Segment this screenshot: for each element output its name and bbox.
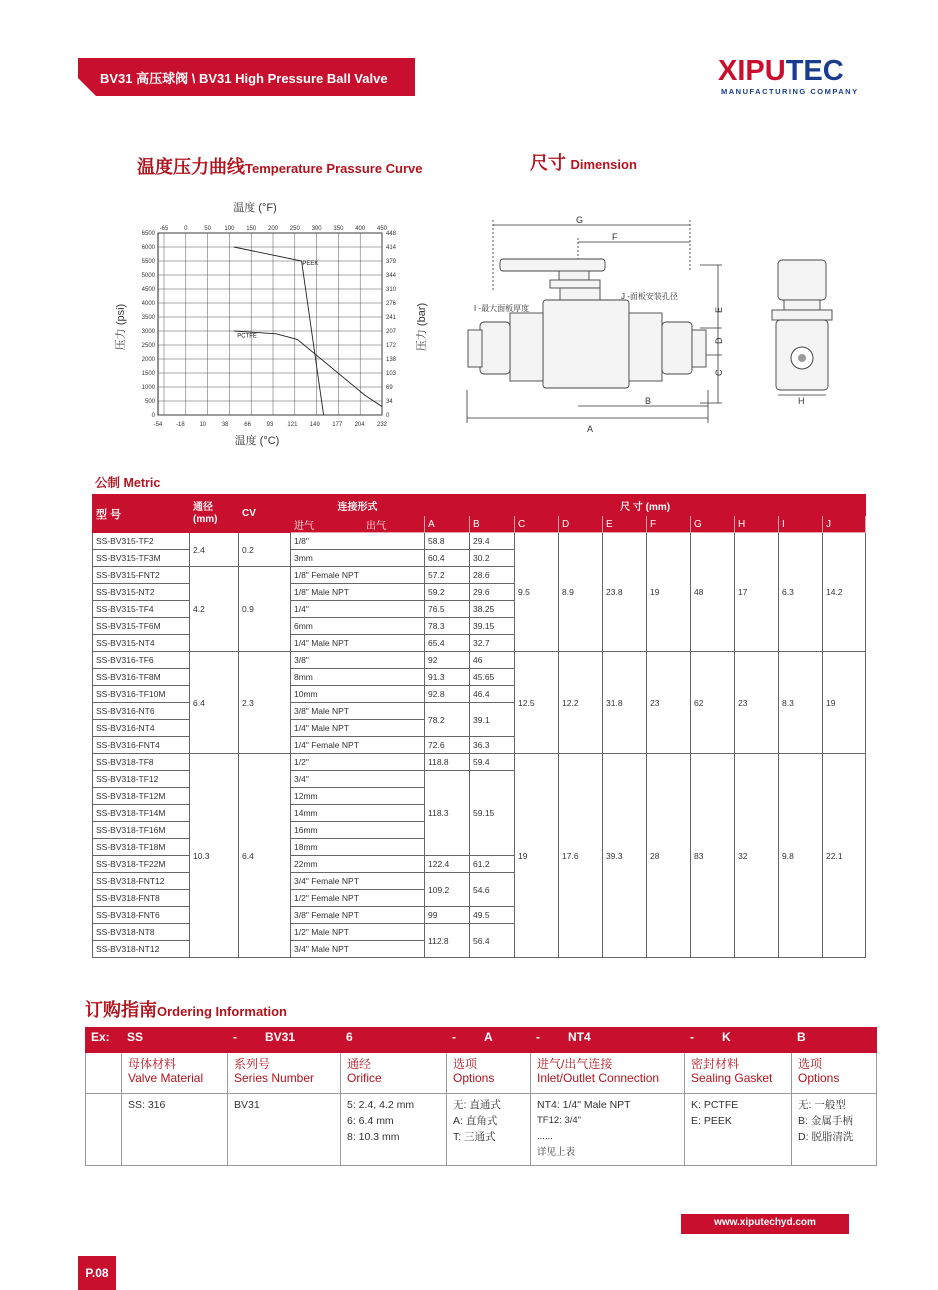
label-en: Options	[798, 1071, 840, 1085]
top-tick-label: 0	[184, 226, 188, 232]
left-axis-label: 压力 (psi)	[115, 303, 127, 351]
top-tick-label: 150	[246, 226, 257, 232]
cell-dim-a: 122.4	[425, 856, 470, 873]
right-tick-label: 344	[386, 273, 397, 279]
cell-dim-d: 12.2	[559, 652, 603, 754]
example-code-part: -	[233, 1030, 237, 1044]
cell-model: SS-BV318-TF8	[93, 754, 190, 771]
cell-model: SS-BV318-TF22M	[93, 856, 190, 873]
cell-cv: 2.3	[239, 652, 291, 754]
cell-connection: 1/2" Female NPT	[291, 890, 425, 907]
cell-model: SS-BV318-FNT12	[93, 873, 190, 890]
option-value: NT4: 1/4" Male NPT	[537, 1099, 631, 1111]
header-title: BV31 高压球阀 \ BV31 High Pressure Ball Valve	[100, 71, 388, 86]
cell-dim-j: 19	[823, 652, 866, 754]
example-code-part: 6	[346, 1030, 353, 1044]
ordering-column-values	[341, 1094, 447, 1166]
th-dim-g: G	[691, 516, 735, 533]
left-tick-label: 2500	[141, 343, 155, 349]
cell-dim-h: 23	[735, 652, 779, 754]
cell-dim-a: 91.3	[425, 669, 470, 686]
cell-model: SS-BV315-NT4	[93, 635, 190, 652]
cell-model: SS-BV318-NT8	[93, 924, 190, 941]
bottom-tick-label: -18	[176, 422, 185, 428]
left-tick-label: 5500	[141, 259, 155, 265]
cell-dim-b: 39.1	[470, 703, 515, 737]
logo-part1: XIPU	[718, 55, 786, 87]
cell-dim-b: 29.4	[470, 533, 515, 550]
dim-label-h: H	[798, 396, 805, 406]
right-tick-label: 207	[386, 329, 397, 335]
th-dims: 尺 寸 (mm)	[425, 495, 866, 516]
cell-model: SS-BV318-TF12	[93, 771, 190, 788]
option-value: SS: 316	[128, 1099, 166, 1111]
example-code-cell	[228, 1028, 341, 1053]
bottom-tick-label: 177	[332, 422, 343, 428]
left-tick-label: 6500	[141, 231, 155, 237]
cell-dim-a: 72.6	[425, 737, 470, 754]
cell-dim-a: 65.4	[425, 635, 470, 652]
cell-model: SS-BV316-TF6	[93, 652, 190, 669]
series-label-pctfe: PCTFE	[237, 333, 257, 340]
option-value: A: 直角式	[453, 1115, 498, 1127]
label-en: Sealing Gasket	[691, 1071, 773, 1085]
bottom-tick-label: -54	[153, 422, 163, 428]
cell-connection: 3/4" Female NPT	[291, 873, 425, 890]
top-tick-label: 250	[289, 226, 300, 232]
th-dim-i: I	[779, 516, 823, 533]
ordering-table	[85, 1027, 877, 1166]
cell-connection: 3/8"	[291, 652, 425, 669]
cell-dim-f: 23	[647, 652, 691, 754]
right-tick-label: 414	[386, 245, 397, 251]
cell-connection: 10mm	[291, 686, 425, 703]
cell-dim-f: 28	[647, 754, 691, 958]
option-value: 6: 6.4 mm	[347, 1115, 394, 1127]
right-tick-label: 310	[386, 287, 397, 293]
right-tick-label: 172	[386, 343, 397, 349]
cell-dim-b: 46.4	[470, 686, 515, 703]
top-tick-label: 50	[204, 226, 211, 232]
cell-model: SS-BV318-TF12M	[93, 788, 190, 805]
example-code-part: SS	[127, 1030, 144, 1044]
left-tick-label: 1000	[141, 385, 155, 391]
callout-i: I -最大面板厚度	[474, 304, 530, 313]
cell-dim-a: 59.2	[425, 584, 470, 601]
example-code-part: BV31	[265, 1030, 296, 1044]
cell-dim-a: 112.8	[425, 924, 470, 958]
cell-model: SS-BV318-TF14M	[93, 805, 190, 822]
th-dim-a: A	[425, 516, 470, 533]
cell-dim-b: 46	[470, 652, 515, 669]
option-value: BV31	[234, 1099, 260, 1111]
ordering-column-label	[122, 1053, 228, 1094]
dim-label-d: D	[714, 337, 724, 344]
cell-model: SS-BV315-TF4	[93, 601, 190, 618]
cell-connection: 1/2"	[291, 754, 425, 771]
cell-dim-g: 83	[691, 754, 735, 958]
top-axis-label: 温度 (°F)	[233, 202, 277, 214]
dim-label-g: G	[576, 215, 584, 225]
cell-dim-b: 45.65	[470, 669, 515, 686]
option-value: 详见上表	[537, 1147, 576, 1158]
cell-dim-a: 78.3	[425, 618, 470, 635]
left-tick-label: 3000	[141, 329, 155, 335]
cell-dim-i: 8.3	[779, 652, 823, 754]
top-tick-label: -65	[159, 226, 169, 232]
label-zh: 选项	[453, 1057, 478, 1071]
example-code-cell	[447, 1028, 531, 1053]
left-tick-label: 4500	[141, 287, 155, 293]
cell-connection: 1/8" Male NPT	[291, 584, 425, 601]
cell-connection: 3/4" Male NPT	[291, 941, 425, 958]
cell-model: SS-BV316-FNT4	[93, 737, 190, 754]
cell-dim-i: 9.8	[779, 754, 823, 958]
right-tick-label: 0	[386, 413, 390, 419]
option-value: E: PEEK	[691, 1115, 732, 1127]
spec-table	[92, 494, 866, 958]
cell-connection: 12mm	[291, 788, 425, 805]
cell-model: SS-BV318-FNT8	[93, 890, 190, 907]
cell-dim-b: 56.4	[470, 924, 515, 958]
cell-dim-c: 9.5	[515, 533, 559, 652]
cell-dim-b: 32.7	[470, 635, 515, 652]
table-row	[93, 533, 866, 550]
cell-dim-e: 39.3	[603, 754, 647, 958]
cell-connection: 1/4" Male NPT	[291, 720, 425, 737]
cell-model: SS-BV315-TF2	[93, 533, 190, 550]
th-dim-f: F	[647, 516, 691, 533]
cell-model: SS-BV318-NT12	[93, 941, 190, 958]
option-value: ......	[537, 1131, 553, 1142]
ordering-column-label	[792, 1053, 877, 1094]
th-inlet-outlet: 进气 出气	[291, 516, 425, 533]
th-model: 型 号	[93, 495, 190, 533]
cell-orifice: 2.4	[190, 533, 239, 567]
cell-connection: 14mm	[291, 805, 425, 822]
example-code-cell	[341, 1028, 447, 1053]
top-tick-label: 300	[311, 226, 322, 232]
ordering-column-label	[341, 1053, 447, 1094]
cell-model: SS-BV315-NT2	[93, 584, 190, 601]
example-code-part: -	[536, 1030, 540, 1044]
plot-area	[158, 233, 382, 415]
cell-model: SS-BV316-TF10M	[93, 686, 190, 703]
cell-dim-e: 31.8	[603, 652, 647, 754]
th-dim-b: B	[470, 516, 515, 533]
logo-part2: TEC	[785, 55, 844, 87]
option-value: 无: 直通式	[453, 1099, 501, 1111]
cell-dim-a: 92.8	[425, 686, 470, 703]
th-dim-j: J	[823, 516, 866, 533]
example-code-part: -	[452, 1030, 456, 1044]
cell-connection: 3/8" Male NPT	[291, 703, 425, 720]
cell-model: SS-BV318-TF16M	[93, 822, 190, 839]
label-zh: 母体材料	[128, 1057, 177, 1071]
cell-connection: 1/4" Male NPT	[291, 635, 425, 652]
ordering-column-label	[447, 1053, 531, 1094]
cell-dim-a: 118.8	[425, 754, 470, 771]
bottom-tick-label: 66	[244, 422, 251, 428]
option-value: D: 脱脂清洗	[798, 1131, 854, 1143]
ordering-column-values	[122, 1094, 228, 1166]
left-tick-label: 2000	[141, 357, 155, 363]
right-tick-label: 34	[386, 399, 393, 405]
example-code-cell	[685, 1028, 792, 1053]
label-zh: 通经	[347, 1057, 372, 1071]
cell-dim-a: 57.2	[425, 567, 470, 584]
metric-label: 公制 Metric	[95, 476, 161, 490]
cell-dim-a: 118.3	[425, 771, 470, 856]
label-en: Options	[453, 1071, 495, 1085]
cell-dim-a: 76.5	[425, 601, 470, 618]
bottom-axis-label: 温度 (°C)	[234, 435, 280, 447]
cell-dim-i: 6.3	[779, 533, 823, 652]
right-tick-label: 69	[386, 385, 393, 391]
table-row	[93, 754, 866, 771]
cell-orifice: 4.2	[190, 567, 239, 652]
cell-connection: 1/8" Female NPT	[291, 567, 425, 584]
th-orifice: 通径 (mm)	[190, 495, 239, 533]
ordering-column-label	[228, 1053, 341, 1094]
label-zh: 密封材料	[691, 1057, 740, 1071]
dim-label-a: A	[587, 424, 594, 434]
example-code-cell	[122, 1028, 228, 1053]
option-value: B: 金属手柄	[798, 1115, 853, 1127]
valve-dimension-drawing	[460, 210, 880, 435]
cell-model: SS-BV315-TF3M	[93, 550, 190, 567]
option-value: 5: 2.4, 4.2 mm	[347, 1099, 415, 1111]
example-code-part: K	[722, 1030, 731, 1044]
bottom-tick-label: 149	[309, 422, 320, 428]
label-zh: 系列号	[234, 1057, 271, 1071]
ordering-column-values	[685, 1094, 792, 1166]
cell-connection: 16mm	[291, 822, 425, 839]
left-tick-label: 3500	[141, 315, 155, 321]
cell-cv: 6.4	[239, 754, 291, 958]
cell-dim-g: 62	[691, 652, 735, 754]
option-value: K: PCTFE	[691, 1099, 739, 1111]
cell-connection: 22mm	[291, 856, 425, 873]
left-tick-label: 4000	[141, 301, 155, 307]
cell-dim-a: 58.8	[425, 533, 470, 550]
label-zh: 选项	[798, 1057, 823, 1071]
left-tick-label: 0	[151, 413, 155, 419]
chart-grid	[158, 233, 382, 415]
cell-cv: 0.9	[239, 567, 291, 652]
cell-dim-e: 23.8	[603, 533, 647, 652]
bottom-tick-label: 38	[221, 422, 229, 428]
cell-connection: 18mm	[291, 839, 425, 856]
cell-dim-a: 78.2	[425, 703, 470, 737]
left-tick-label: 1500	[141, 371, 155, 377]
company-logo	[718, 56, 844, 86]
label-en: Inlet/Outlet Connection	[537, 1071, 660, 1085]
cell-connection: 8mm	[291, 669, 425, 686]
cell-dim-c: 19	[515, 754, 559, 958]
bottom-tick-label: 204	[354, 422, 365, 428]
cell-cv: 0.2	[239, 533, 291, 567]
curve-section-title: 温度压力曲线Temperature Prassure Curve	[137, 157, 423, 177]
option-value: T: 三通式	[453, 1131, 496, 1143]
cell-model: SS-BV318-FNT6	[93, 907, 190, 924]
label-zh: 进气/出气连接	[537, 1057, 613, 1071]
right-tick-label: 379	[386, 259, 397, 265]
cell-dim-b: 59.4	[470, 754, 515, 771]
cell-model: SS-BV316-NT4	[93, 720, 190, 737]
cell-dim-j: 22.1	[823, 754, 866, 958]
top-tick-label: 100	[224, 226, 235, 232]
cell-model: SS-BV318-TF18M	[93, 839, 190, 856]
cell-dim-j: 14.2	[823, 533, 866, 652]
dim-label-b: B	[645, 396, 652, 406]
option-value: 无: 一般型	[798, 1099, 846, 1111]
website-link[interactable]: www.xiputechyd.com	[714, 1217, 816, 1228]
option-value: TF12: 3/4"	[537, 1115, 582, 1126]
right-tick-label: 448	[386, 231, 397, 237]
cell-dim-b: 39.15	[470, 618, 515, 635]
cell-dim-d: 17.6	[559, 754, 603, 958]
cell-dim-a: 60.4	[425, 550, 470, 567]
top-tick-label: 200	[267, 226, 279, 232]
cell-dim-f: 19	[647, 533, 691, 652]
series-label-peek: PEEK	[302, 261, 319, 268]
cell-connection: 1/4" Female NPT	[291, 737, 425, 754]
th-dim-c: C	[515, 516, 559, 533]
blank-cell	[86, 1094, 122, 1166]
right-tick-label: 241	[386, 315, 397, 321]
example-code-cell	[531, 1028, 685, 1053]
top-tick-label: 450	[376, 226, 388, 232]
cell-dim-b: 49.5	[470, 907, 515, 924]
ordering-section-title: 订购指南Ordering Information	[85, 1000, 287, 1020]
ordering-column-values	[228, 1094, 341, 1166]
dim-label-e: E	[714, 306, 724, 313]
cell-model: SS-BV316-NT6	[93, 703, 190, 720]
cell-dim-c: 12.5	[515, 652, 559, 754]
blank-cell	[86, 1053, 122, 1094]
table-row	[93, 652, 866, 669]
left-tick-label: 5000	[141, 273, 155, 279]
cell-dim-h: 17	[735, 533, 779, 652]
ordering-column-values	[531, 1094, 685, 1166]
ordering-column-label	[685, 1053, 792, 1094]
top-tick-label: 350	[333, 226, 344, 232]
cell-dim-b: 30.2	[470, 550, 515, 567]
label-en: Series Number	[234, 1071, 315, 1085]
cell-dim-a: 92	[425, 652, 470, 669]
right-tick-label: 276	[386, 301, 397, 307]
bottom-tick-label: 10	[199, 422, 207, 428]
top-tick-label: 400	[355, 226, 366, 232]
example-code-part: Ex:	[91, 1030, 110, 1044]
left-tick-label: 6000	[141, 245, 155, 251]
example-code-part: -	[690, 1030, 694, 1044]
th-cv: CV	[239, 495, 291, 533]
th-connection: 连接形式	[291, 495, 425, 516]
th-dim-h: H	[735, 516, 779, 533]
example-code-part: A	[484, 1030, 493, 1044]
cell-dim-b: 38.25	[470, 601, 515, 618]
option-value: 8: 10.3 mm	[347, 1131, 400, 1143]
cell-model: SS-BV316-TF8M	[93, 669, 190, 686]
th-dim-e: E	[603, 516, 647, 533]
right-tick-label: 138	[386, 357, 397, 363]
cell-connection: 1/4"	[291, 601, 425, 618]
right-axis-label: 压力 (bar)	[416, 302, 428, 352]
cell-model: SS-BV315-FNT2	[93, 567, 190, 584]
cell-connection: 1/2" Male NPT	[291, 924, 425, 941]
ordering-column-label	[531, 1053, 685, 1094]
cell-dim-a: 99	[425, 907, 470, 924]
cell-dim-g: 48	[691, 533, 735, 652]
bottom-tick-label: 232	[376, 422, 388, 428]
cell-dim-h: 32	[735, 754, 779, 958]
bottom-tick-label: 121	[287, 422, 298, 428]
label-en: Valve Material	[128, 1071, 204, 1085]
cell-dim-b: 28.6	[470, 567, 515, 584]
cell-dim-b: 29.6	[470, 584, 515, 601]
cell-dim-b: 36.3	[470, 737, 515, 754]
temperature-pressure-chart	[100, 195, 440, 455]
cell-orifice: 10.3	[190, 754, 239, 958]
cell-orifice: 6.4	[190, 652, 239, 754]
ordering-column-values	[447, 1094, 531, 1166]
cell-dim-b: 61.2	[470, 856, 515, 873]
dim-label-c: C	[714, 369, 724, 376]
label-en: Orifice	[347, 1071, 382, 1085]
example-code-part: NT4	[568, 1030, 591, 1044]
cell-connection: 3/8" Female NPT	[291, 907, 425, 924]
bottom-tick-label: 93	[266, 422, 274, 428]
callout-j: J -面板安装孔径	[621, 292, 678, 301]
th-dim-d: D	[559, 516, 603, 533]
example-code-part: B	[797, 1030, 806, 1044]
logo-subtitle: MANUFACTURING COMPANY	[721, 87, 859, 96]
cell-dim-b: 59.15	[470, 771, 515, 856]
cell-connection: 3/4"	[291, 771, 425, 788]
example-code-cell	[792, 1028, 877, 1053]
cell-dim-a: 109.2	[425, 873, 470, 907]
example-code-cell	[86, 1028, 122, 1053]
cell-connection: 3mm	[291, 550, 425, 567]
cell-dim-d: 8.9	[559, 533, 603, 652]
cell-dim-b: 54.6	[470, 873, 515, 907]
dimension-section-title: 尺寸 Dimension	[530, 153, 637, 173]
ordering-column-values	[792, 1094, 877, 1166]
cell-connection: 1/8"	[291, 533, 425, 550]
cell-connection: 6mm	[291, 618, 425, 635]
left-tick-label: 500	[144, 399, 155, 405]
dim-label-f: F	[612, 232, 618, 242]
cell-model: SS-BV315-TF6M	[93, 618, 190, 635]
page-number: P.08	[85, 1266, 109, 1280]
right-tick-label: 103	[386, 371, 397, 377]
